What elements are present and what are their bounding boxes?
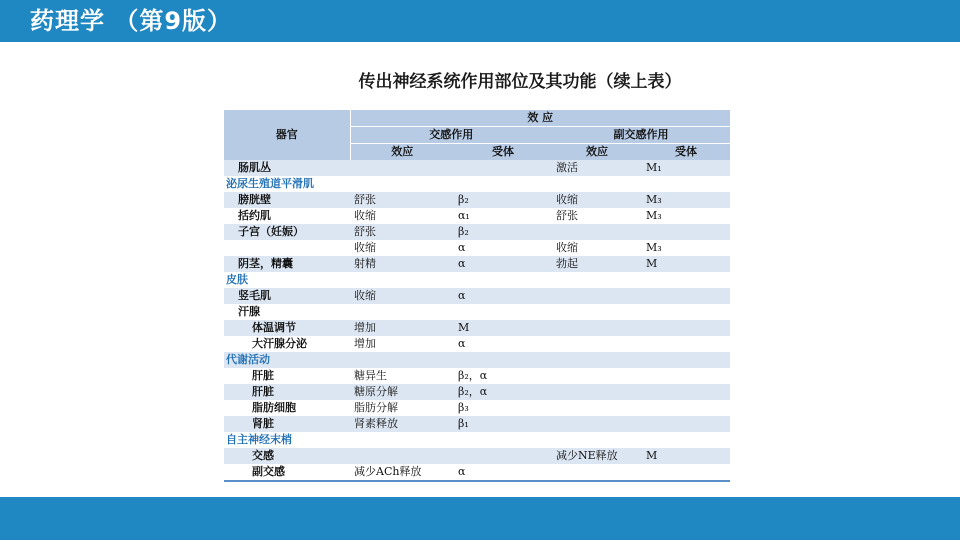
table-row: [224, 432, 730, 448]
table-row: [224, 160, 730, 176]
top-banner: [0, 0, 960, 42]
parasympathetic-effect-cell: 勃起: [552, 256, 642, 272]
table-row: [224, 336, 730, 352]
organ-cell: 肾脏: [224, 416, 350, 432]
sympathetic-receptor-cell: β₁: [454, 416, 552, 432]
parasympathetic-receptor-cell: M₁: [642, 160, 730, 176]
sympathetic-receptor-cell: α: [454, 240, 552, 256]
table-row: [224, 448, 730, 464]
table-row: [224, 304, 730, 320]
parasympathetic-effect-cell: 舒张: [552, 208, 642, 224]
parasympathetic-receptor-cell: [642, 432, 730, 448]
table-row: [224, 224, 730, 240]
sympathetic-effect-cell: 肾素释放: [350, 416, 454, 432]
sympathetic-effect-cell: 糖异生: [350, 368, 454, 384]
parasympathetic-effect-cell: [552, 304, 642, 320]
parasympathetic-effect-cell: [552, 224, 642, 240]
slide-title: 传出神经系统作用部位及其功能（续上表）: [358, 72, 682, 92]
parasympathetic-effect-cell: [552, 336, 642, 352]
parasympathetic-effect-cell: [552, 464, 642, 481]
parasympathetic-effect-cell: 减少NE释放: [552, 448, 642, 464]
table-row: [224, 256, 730, 272]
sympathetic-receptor-cell: M: [454, 320, 552, 336]
sympathetic-effect-cell: [350, 176, 454, 192]
header-sym-effect: 效应: [350, 144, 454, 161]
parasympathetic-receptor-cell: [642, 352, 730, 368]
sympathetic-receptor-cell: [454, 272, 552, 288]
organ-cell: 竖毛肌: [224, 288, 350, 304]
sympathetic-receptor-cell: β₂: [454, 192, 552, 208]
parasympathetic-effect-cell: 收缩: [552, 240, 642, 256]
parasympathetic-effect-cell: [552, 368, 642, 384]
book-title: 药理学 （第9版）: [30, 7, 233, 35]
sympathetic-effect-cell: 脂肪分解: [350, 400, 454, 416]
sympathetic-effect-cell: [350, 352, 454, 368]
bottom-banner: [0, 497, 960, 540]
parasympathetic-receptor-cell: [642, 320, 730, 336]
sympathetic-effect-cell: 收缩: [350, 240, 454, 256]
sympathetic-receptor-cell: α: [454, 464, 552, 481]
parasympathetic-receptor-cell: [642, 224, 730, 240]
organ-cell: 肠肌丛: [224, 160, 350, 176]
parasympathetic-receptor-cell: [642, 384, 730, 400]
parasympathetic-receptor-cell: [642, 176, 730, 192]
parasympathetic-receptor-cell: [642, 416, 730, 432]
parasympathetic-effect-cell: [552, 432, 642, 448]
sympathetic-receptor-cell: [454, 160, 552, 176]
sympathetic-effect-cell: 射精: [350, 256, 454, 272]
sympathetic-receptor-cell: β₂: [454, 224, 552, 240]
organ-cell: 自主神经末梢: [224, 432, 350, 448]
sympathetic-receptor-cell: [454, 304, 552, 320]
header-effect-group: 效 应: [350, 110, 730, 127]
sympathetic-effect-cell: 增加: [350, 336, 454, 352]
parasympathetic-effect-cell: [552, 272, 642, 288]
table-row: [224, 416, 730, 432]
parasympathetic-receptor-cell: M₃: [642, 192, 730, 208]
table-row: [224, 176, 730, 192]
sympathetic-effect-cell: 收缩: [350, 208, 454, 224]
parasympathetic-effect-cell: 激活: [552, 160, 642, 176]
sympathetic-receptor-cell: α: [454, 256, 552, 272]
header-para-effect: 效应: [552, 144, 642, 161]
sympathetic-receptor-cell: β₂，α: [454, 384, 552, 400]
table-row: [224, 352, 730, 368]
parasympathetic-effect-cell: [552, 176, 642, 192]
sympathetic-effect-cell: 收缩: [350, 288, 454, 304]
header-organ: 器官: [224, 110, 350, 160]
header-parasympathetic: 副交感作用: [552, 127, 730, 144]
organ-cell: 子宫（妊娠）: [224, 224, 350, 240]
parasympathetic-receptor-cell: M: [642, 256, 730, 272]
organ-cell: 膀胱壁: [224, 192, 350, 208]
sympathetic-receptor-cell: [454, 176, 552, 192]
organ-cell: 阴茎，精囊: [224, 256, 350, 272]
parasympathetic-effect-cell: [552, 288, 642, 304]
organ-cell: 大汗腺分泌: [224, 336, 350, 352]
table-row: [224, 320, 730, 336]
sympathetic-receptor-cell: α: [454, 288, 552, 304]
parasympathetic-effect-cell: 收缩: [552, 192, 642, 208]
parasympathetic-effect-cell: [552, 384, 642, 400]
table-row: [224, 272, 730, 288]
autonomic-function-table: [224, 110, 730, 482]
parasympathetic-effect-cell: [552, 400, 642, 416]
parasympathetic-effect-cell: [552, 352, 642, 368]
parasympathetic-receptor-cell: [642, 336, 730, 352]
table-row: [224, 240, 730, 256]
table-row: [224, 464, 730, 481]
organ-cell: 皮肤: [224, 272, 350, 288]
organ-cell: 肝脏: [224, 368, 350, 384]
parasympathetic-receptor-cell: M₃: [642, 240, 730, 256]
sympathetic-effect-cell: 舒张: [350, 224, 454, 240]
sympathetic-receptor-cell: [454, 432, 552, 448]
sympathetic-receptor-cell: β₂，α: [454, 368, 552, 384]
parasympathetic-effect-cell: [552, 416, 642, 432]
sympathetic-receptor-cell: [454, 448, 552, 464]
sympathetic-effect-cell: 增加: [350, 320, 454, 336]
sympathetic-receptor-cell: α₁: [454, 208, 552, 224]
sympathetic-effect-cell: 糖原分解: [350, 384, 454, 400]
table-row: [224, 192, 730, 208]
parasympathetic-receptor-cell: [642, 272, 730, 288]
sympathetic-receptor-cell: β₃: [454, 400, 552, 416]
table-row: [224, 400, 730, 416]
table-row: [224, 368, 730, 384]
parasympathetic-receptor-cell: [642, 400, 730, 416]
sympathetic-receptor-cell: α: [454, 336, 552, 352]
header-sympathetic: 交感作用: [350, 127, 552, 144]
sympathetic-effect-cell: [350, 448, 454, 464]
organ-cell: [224, 240, 350, 256]
header-para-receptor: 受体: [642, 144, 730, 161]
parasympathetic-receptor-cell: [642, 288, 730, 304]
organ-cell: 代谢活动: [224, 352, 350, 368]
organ-cell: 泌尿生殖道平滑肌: [224, 176, 350, 192]
parasympathetic-receptor-cell: M: [642, 448, 730, 464]
organ-cell: 肝脏: [224, 384, 350, 400]
sympathetic-effect-cell: 减少ACh释放: [350, 464, 454, 481]
parasympathetic-receptor-cell: [642, 464, 730, 481]
organ-cell: 汗腺: [224, 304, 350, 320]
organ-cell: 括约肌: [224, 208, 350, 224]
organ-cell: 体温调节: [224, 320, 350, 336]
parasympathetic-receptor-cell: [642, 304, 730, 320]
sympathetic-effect-cell: [350, 304, 454, 320]
table-row: [224, 384, 730, 400]
sympathetic-receptor-cell: [454, 352, 552, 368]
table-row: [224, 208, 730, 224]
header-sym-receptor: 受体: [454, 144, 552, 161]
organ-cell: 副交感: [224, 464, 350, 481]
organ-cell: 交感: [224, 448, 350, 464]
sympathetic-effect-cell: [350, 432, 454, 448]
organ-cell: 脂肪细胞: [224, 400, 350, 416]
parasympathetic-receptor-cell: M₃: [642, 208, 730, 224]
table-row: [224, 288, 730, 304]
sympathetic-effect-cell: [350, 272, 454, 288]
parasympathetic-effect-cell: [552, 320, 642, 336]
parasympathetic-receptor-cell: [642, 368, 730, 384]
sympathetic-effect-cell: [350, 160, 454, 176]
sympathetic-effect-cell: 舒张: [350, 192, 454, 208]
